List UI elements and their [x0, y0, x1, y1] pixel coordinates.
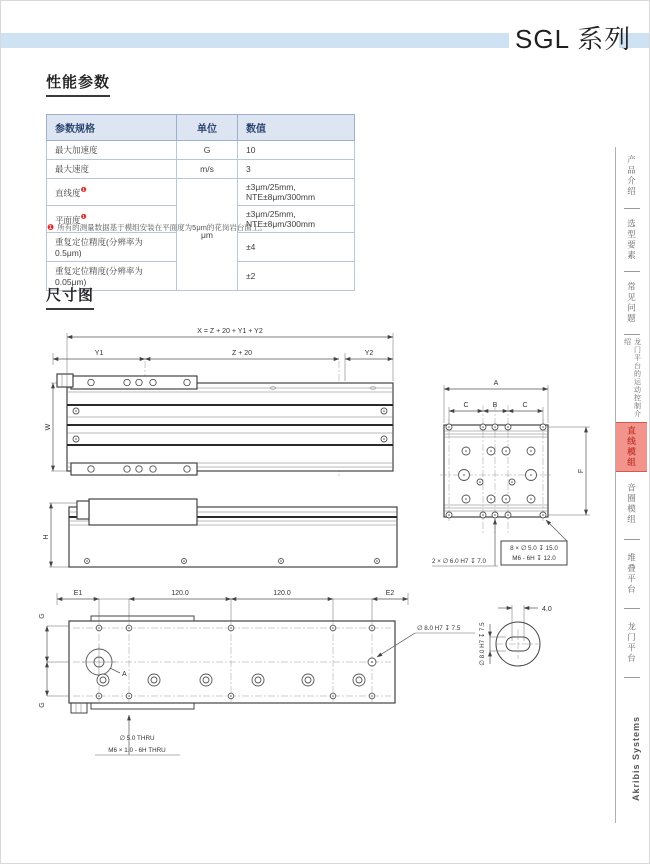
sidebar-tab-product-intro[interactable]: 产品介绍 — [626, 155, 637, 197]
dim-label-g-bottom: G — [39, 702, 46, 708]
value-cell: ±4 — [238, 233, 355, 262]
col-header-unit: 单位 — [177, 115, 238, 141]
dimensions-heading: 尺寸图 — [46, 284, 94, 310]
dim-label-w: W — [45, 423, 52, 431]
dim-label-x: X = Z + 20 + Y1 + Y2 — [197, 328, 263, 335]
detail-view-body — [496, 605, 540, 666]
end-view-plate — [440, 405, 552, 535]
sidebar-divider — [624, 271, 640, 272]
param-cell: 重复定位精度(分辨率为0.5μm) — [47, 233, 177, 262]
sidebar-divider — [624, 334, 640, 335]
sidebar-tab-voice-coil-module[interactable]: 音圈模组 — [626, 483, 637, 525]
dim-label-c-right: C — [522, 402, 528, 409]
note-tapped-holes-line2: M6 - 6H ↧ 12.0 — [512, 555, 556, 562]
dim-label-z20: Z + 20 — [231, 350, 253, 357]
sidebar-divider — [624, 208, 640, 209]
detail-view-drawing — [476, 591, 581, 699]
sidebar-tab-stacked-stage[interactable]: 堆叠平台 — [626, 553, 637, 595]
performance-heading: 性能参数 — [46, 71, 110, 97]
dim-label-g-top: G — [39, 613, 46, 619]
footnote-ref-icon: ❶ — [80, 186, 87, 194]
end-view-notes — [432, 519, 567, 566]
note-dowel-hole: ∅ 8.0 H7 ↧ 7.5 — [417, 625, 461, 632]
header-band-left — [1, 33, 509, 48]
param-cell: 直线度$^❶$ — [47, 179, 177, 206]
footnote-marker-icon: ❶ — [47, 223, 55, 232]
performance-table — [46, 114, 355, 291]
unit-cell-merged: μm — [177, 179, 238, 291]
table-row — [47, 160, 355, 179]
note-dowel-holes: 2 × ∅ 6.0 H7 ↧ 7.0 — [432, 558, 486, 565]
sidebar-divider — [624, 608, 640, 609]
value-cell: ±3μm/25mm, NTE±8μm/300mm — [238, 206, 355, 233]
dim-label-pitch1: 120.0 — [171, 590, 189, 597]
col-header-param: 参数规格 — [47, 115, 177, 141]
sidebar-divider — [624, 677, 640, 678]
sidebar-divider — [624, 539, 640, 540]
unit-cell: G — [177, 141, 238, 160]
dim-label-y2: Y2 — [364, 350, 374, 357]
footnote-text: 所有的测量数据基于模组安装在平面度为5μm的花岗岩台面上。 — [57, 223, 267, 232]
footnote-ref-icon: ❶ — [80, 213, 87, 221]
bottom-view-body — [69, 616, 395, 713]
dim-label-e1: E1 — [73, 590, 83, 597]
sidebar-tab-gantry-motion-control[interactable]: 龙门平台的运动控制介绍 — [623, 338, 641, 418]
dim-label-h: H — [43, 534, 50, 540]
sidebar-tab-gantry-stage[interactable]: 龙门平台 — [626, 622, 637, 664]
unit-cell: m/s — [177, 160, 238, 179]
param-cell: 最大加速度 — [47, 141, 177, 160]
bottom-view-drawing — [27, 583, 479, 761]
note-tapped-holes-line1: 8 × ∅ 5.0 ↧ 15.0 — [510, 545, 558, 552]
note-thru-line2: M6 × 1.0 - 6H THRU — [108, 747, 166, 754]
side-view-drawing — [39, 479, 411, 579]
sidebar-tab-linear-module-active[interactable]: 直线模组 — [616, 422, 647, 472]
param-cell: 重复定位精度(分辨率为0.05μm) — [47, 262, 177, 291]
value-cell: 10 — [238, 141, 355, 160]
col-header-value: 数值 — [238, 115, 355, 141]
note-thru-line1: ∅ 5.0 THRU — [119, 735, 155, 742]
table-footnote — [47, 222, 267, 233]
value-cell: 3 — [238, 160, 355, 179]
dim-label-a: A — [493, 380, 499, 387]
param-cell: 平面度$^❶$ — [47, 206, 177, 233]
dim-label-b: B — [492, 402, 498, 409]
param-cell: 最大速度 — [47, 160, 177, 179]
dim-label-f: F — [578, 468, 585, 474]
note-dowel-hole-detail: ∅ 8.0 H7 ↧ 7.5 — [479, 622, 486, 666]
value-cell: ±2 — [238, 262, 355, 291]
table-row — [47, 179, 355, 206]
sidebar-tab-faq[interactable]: 常见问题 — [626, 282, 637, 324]
section-label-a: A — [122, 671, 127, 678]
detail-view-dimensions — [479, 606, 552, 666]
page-title: SGL 系列 — [515, 24, 632, 54]
end-view-drawing — [424, 365, 614, 573]
brand-vertical-text: Akribis Systems — [631, 715, 641, 801]
dim-label-slot-width: 4.0 — [542, 606, 552, 613]
value-cell: ±3μm/25mm, NTE±8μm/300mm — [238, 179, 355, 206]
sidebar-tab-selection-factors[interactable]: 选型要素 — [626, 219, 637, 261]
dim-label-e2: E2 — [385, 590, 395, 597]
table-header-row — [47, 115, 355, 141]
table-row — [47, 141, 355, 160]
side-view-body — [69, 499, 397, 567]
dim-label-c-left: C — [463, 402, 469, 409]
dim-label-y1: Y1 — [94, 350, 104, 357]
top-view-body — [67, 383, 393, 471]
top-view-drawing — [43, 321, 413, 479]
dim-label-pitch2: 120.0 — [273, 590, 291, 597]
